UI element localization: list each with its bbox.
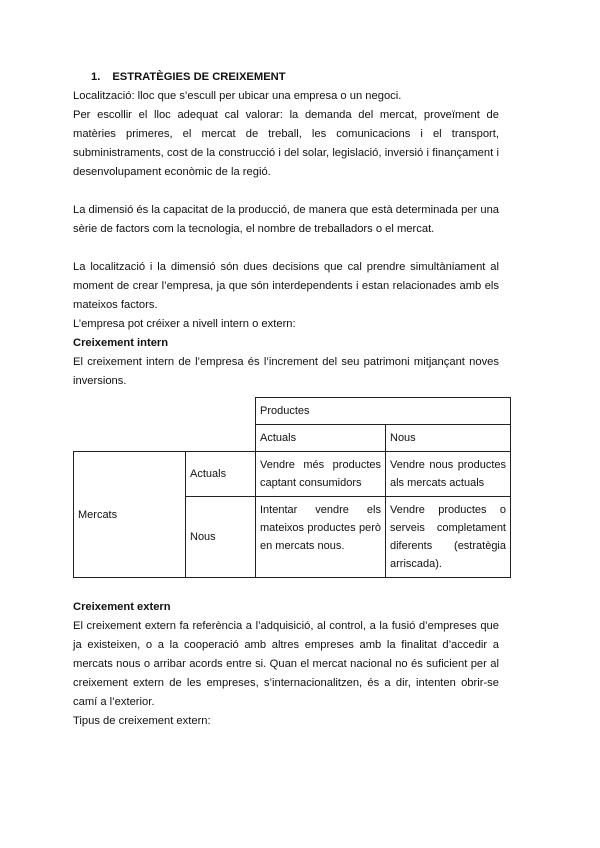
extern-text: El creixement extern fa referència a l’adquisició, al control, a la fusió d’empreses que ja existeixen, o a la cooperació amb altres empreses amb la finalitat d’accedir a mercats nous o arribar acords entre si. Quan el mercat nacional no és suficient per al creixement extern de les empreses, s’internacionalitzen, és a dir, intenten obrir-se camí a l’exterior.: [73, 620, 499, 708]
row-header-nous: Nous: [186, 497, 256, 578]
growth-matrix-table: [73, 397, 511, 578]
col-header-actuals: Actuals: [256, 425, 386, 452]
row-header-actuals: Actuals: [186, 452, 256, 497]
table-row: [74, 425, 511, 452]
paragraph-dimensio: La dimensió és la capacitat de la producció, de manera que està determinada per una sèrie de factors com la tecnologia, el nombre de treballadors o el mercat.: [73, 204, 500, 235]
section-heading: [73, 68, 499, 87]
row-group-mercats: Mercats: [74, 452, 186, 578]
document-page: [73, 68, 506, 731]
cell-actuals-actuals: Vendre més productes captant consumidors: [256, 452, 386, 497]
paragraph-creixer: L’empresa pot créixer a nivell intern o extern:: [73, 318, 296, 330]
cell-nous-actuals: Intentar vendre els mateixos productes però en mercats nous.: [256, 497, 386, 578]
table-row: [74, 452, 511, 497]
products-header: Productes: [256, 398, 511, 425]
paragraph-factors: Per escollir el lloc adequat cal valorar: la demanda del mercat, proveïment de matèries primeres, el mercat de treball, les comunicacions i el transport, subministraments, cost de la construcció i del solar, legislació, inversió i finançament i desenvolupament econòmic de la regió.: [73, 109, 499, 178]
cell-nous-nous: Vendre productes o serveis completament diferents (estratègia arriscada).: [386, 497, 511, 578]
extern-heading: Creixement extern: [73, 601, 171, 613]
cell-actuals-nous: Vendre nous productes als mercats actuals: [386, 452, 511, 497]
paragraph-localitzacio: Localització: lloc que s’escull per ubicar una empresa o un negoci.: [73, 90, 402, 102]
intern-heading: Creixement intern: [73, 337, 169, 349]
section-title: ESTRATÈGIES DE CREIXEMENT: [112, 71, 286, 83]
intern-text: El creixement intern de l’empresa és l’increment del seu patrimoni mitjançant noves inversions.: [73, 356, 499, 387]
section-number: 1.: [91, 71, 101, 83]
paragraph-decisions: La localització i la dimensió són dues decisions que cal prendre simultàniament al moment de crear l’empresa, ja que són interdependents i estan relacionades amb els mateixos factors.: [73, 261, 499, 311]
table-row: [74, 398, 511, 425]
extern-tipus: Tipus de creixement extern:: [73, 715, 211, 727]
col-header-nous: Nous: [386, 425, 511, 452]
